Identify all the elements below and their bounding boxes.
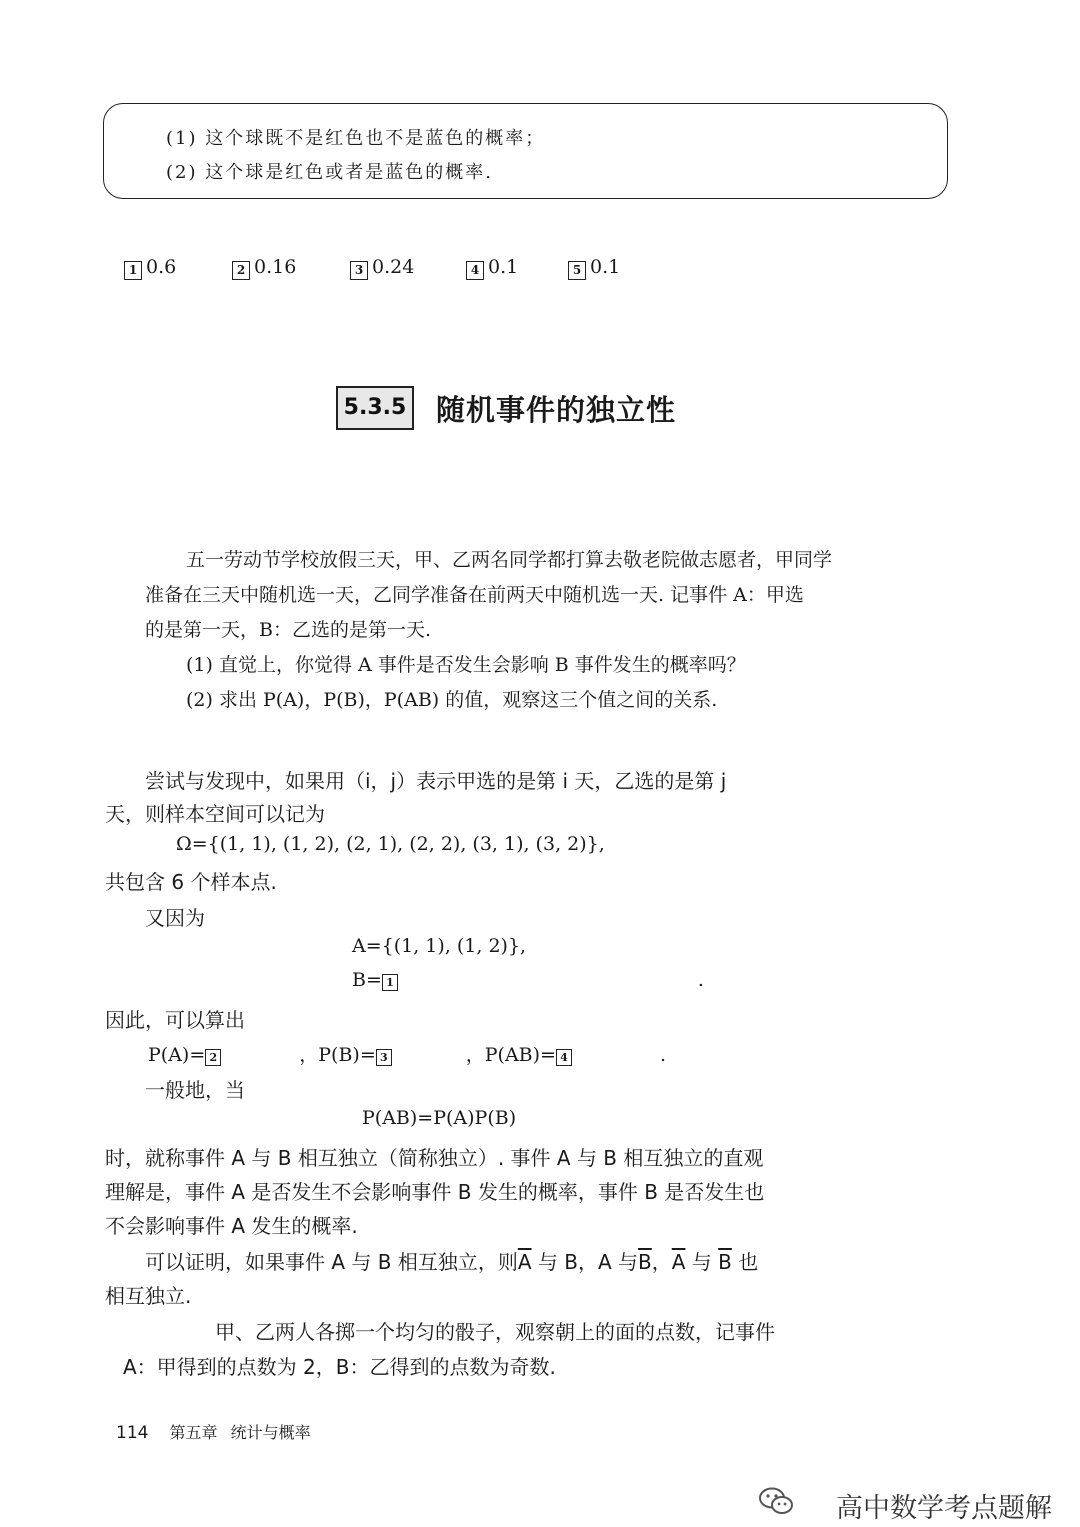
section-title: 随机事件的独立性 <box>436 393 677 427</box>
set-b: B= 1 . <box>352 969 704 991</box>
blank-1: 1 <box>382 974 398 991</box>
body-line-2: 天，则样本空间可以记为 <box>105 802 325 826</box>
body-line-4: 又因为 <box>145 906 205 930</box>
blank-3: 3 <box>376 1049 392 1066</box>
body-line-1: 尝试与发现中，如果用（i，j）表示甲选的是第 i 天，乙选的是第 j <box>145 769 727 793</box>
blank-4: 4 <box>556 1049 572 1066</box>
exercise-question-1: (1) 这个球既不是红色也不是蓝色的概率； <box>166 128 546 149</box>
intro-line-2: 准备在三天中随机选一天，乙同学准备在前两天中随机选一天. 记事件 A：甲选 <box>145 584 804 606</box>
intro-question-2: (2) 求出 P(A)，P(B)，P(AB) 的值，观察这三个值之间的关系. <box>186 689 718 711</box>
chapter-label: 第五章 <box>169 1423 218 1442</box>
body-line-13: A：甲得到的点数为 2，B：乙得到的点数为奇数. <box>123 1355 556 1379</box>
exercise-question-2: (2) 这个球是红色或者是蓝色的概率. <box>166 162 493 183</box>
intro-line-3: 的是第一天，B：乙选的是第一天. <box>145 619 432 641</box>
probabilities-row: P(A)= 2 ，P(B)= 3 ，P(AB)= 4 . <box>148 1044 667 1066</box>
body-line-5: 因此，可以算出 <box>105 1008 245 1032</box>
body-line-7: 时，就称事件 A 与 B 相互独立（简称独立）. 事件 A 与 B 相互独立的直观 <box>105 1146 764 1170</box>
answer-1: 1 0.6 <box>124 256 176 280</box>
body-line-12: 甲、乙两人各掷一个均匀的骰子，观察朝上的面的点数，记事件 <box>215 1320 775 1344</box>
sample-space-omega: Ω={(1, 1), (1, 2), (2, 1), (2, 2), (3, 1), (3, 2)}, <box>176 833 605 855</box>
section-number-badge: 5.3.5 <box>336 386 414 430</box>
body-line-11: 相互独立. <box>105 1284 192 1308</box>
answer-4: 4 0.1 <box>466 256 518 280</box>
set-a: A={(1, 1), (1, 2)}, <box>352 935 527 957</box>
answer-3: 3 0.24 <box>350 256 414 280</box>
page-footer <box>116 1420 311 1443</box>
intro-question-1: (1) 直觉上，你觉得 A 事件是否发生会影响 B 事件发生的概率吗？ <box>186 654 746 676</box>
independence-formula: P(AB)=P(A)P(B) <box>362 1107 517 1129</box>
brand-watermark: 高中数学考点题解 <box>836 1493 1052 1524</box>
answer-5: 5 0.1 <box>568 256 620 280</box>
body-line-6: 一般地，当 <box>145 1078 245 1102</box>
answer-2: 2 0.16 <box>232 256 296 280</box>
intro-line-1: 五一劳动节学校放假三天，甲、乙两名同学都打算去敬老院做志愿者，甲同学 <box>186 549 833 571</box>
page-number: 114 <box>116 1423 149 1443</box>
chapter-title: 统计与概率 <box>230 1423 311 1442</box>
body-line-9: 不会影响事件 A 发生的概率. <box>105 1214 358 1238</box>
blank-2: 2 <box>205 1049 221 1066</box>
body-line-10: 可以证明，如果事件 A 与 B 相互独立，则$\overline{A}$ 与 B，A 与$\overline{B}$，$\overline{A}$ 与 $\overline{B}$ 也 <box>145 1250 759 1274</box>
body-line-3: 共包含 6 个样本点. <box>105 870 277 894</box>
body-line-8: 理解是，事件 A 是否发生不会影响事件 B 发生的概率，事件 B 是否发生也 <box>105 1180 765 1204</box>
exercise-box <box>103 103 948 199</box>
wechat-icon <box>758 1486 794 1516</box>
